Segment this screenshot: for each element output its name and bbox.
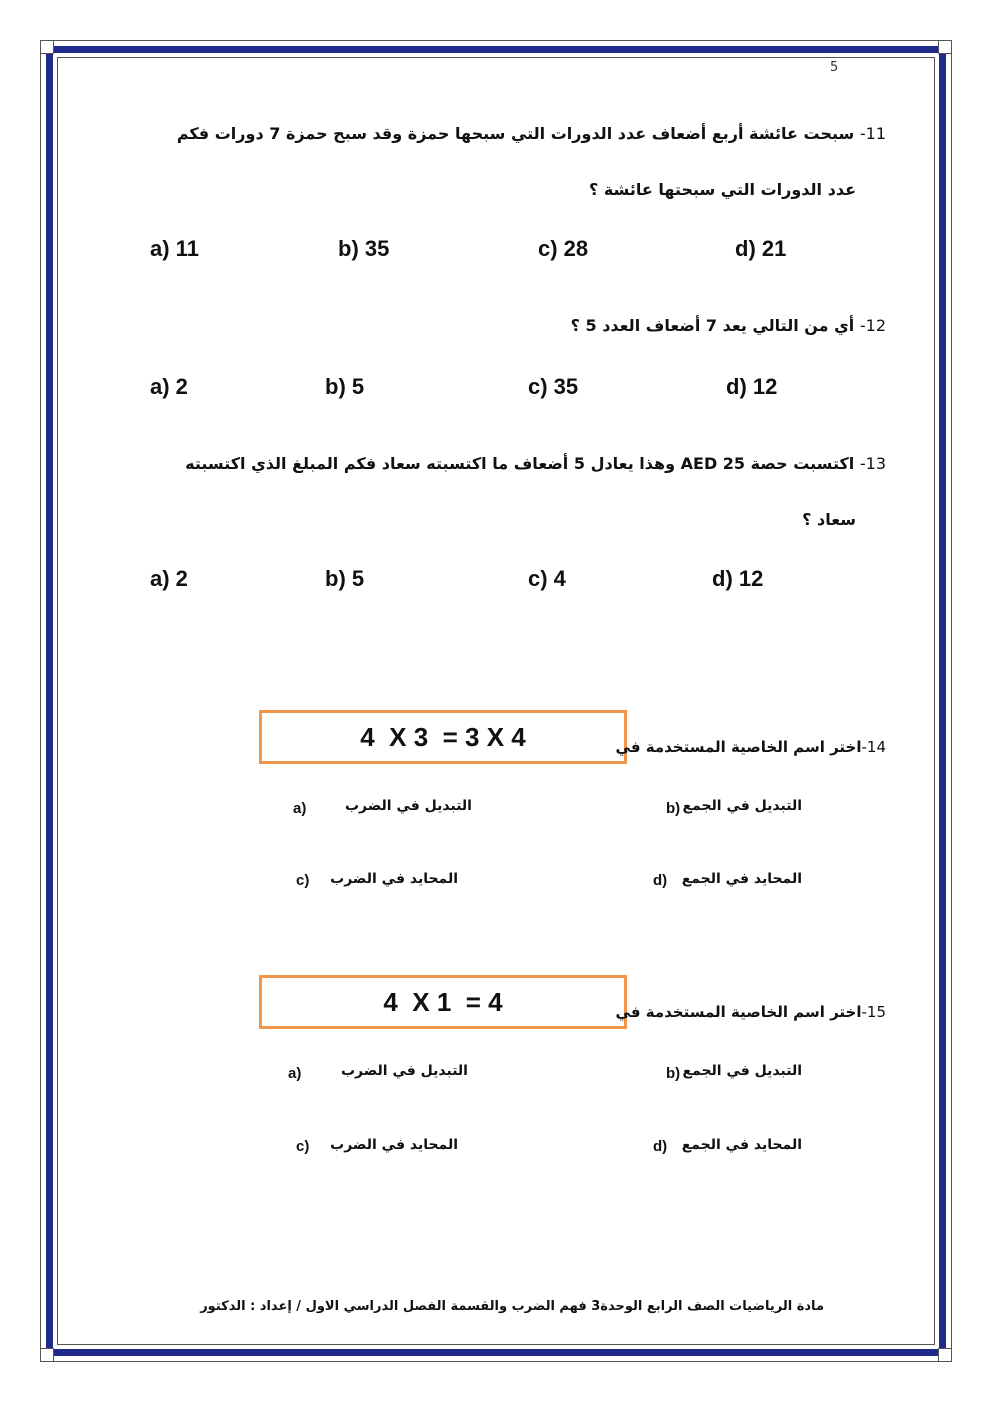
question-11-line1: 11- سبحت عائشة أربع أضعاف عدد الدورات التي سبحها حمزة وقد سبح حمزة 7 دورات فكم — [176, 124, 886, 143]
q15-choice-d-text[interactable]: المحايد في الجمع — [681, 1137, 802, 1153]
q15-choice-c-text[interactable]: المحايد في الضرب — [330, 1137, 458, 1153]
q11-option-d[interactable]: d) 21 — [735, 236, 787, 261]
q15-choice-c-letter[interactable]: c) — [296, 1138, 310, 1155]
question-13-line2: سعاد ؟ — [802, 510, 856, 529]
q15-choice-b-letter[interactable]: b) — [666, 1065, 681, 1082]
frame-corner-bottom-left — [40, 1348, 54, 1362]
question-13-number: 13- — [859, 454, 886, 473]
q14-choice-b-text[interactable]: التبديل في الجمع — [682, 798, 802, 814]
q14-choice-a-letter[interactable]: a) — [293, 800, 307, 817]
question-12-number: 12- — [859, 316, 886, 335]
question-12-line1: 12- أي من التالي يعد 7 أضعاف العدد 5 ؟ — [570, 316, 886, 335]
q14-choice-a-text[interactable]: التبديل في الضرب — [344, 798, 472, 814]
q14-choice-c-text[interactable]: المحايد في الضرب — [330, 871, 458, 887]
q14-choice-d-text[interactable]: المحايد في الجمع — [681, 871, 802, 887]
q11-option-b[interactable]: b) 35 — [338, 236, 390, 261]
q11-option-a[interactable]: a) 11 — [150, 236, 199, 261]
q15-choice-b-text[interactable]: التبديل في الجمع — [682, 1063, 802, 1079]
q15-choice-a-letter[interactable]: a) — [288, 1065, 302, 1082]
question-15-prompt: 15-اختر اسم الخاصية المستخدمة في — [615, 1003, 886, 1021]
question-11-line2: عدد الدورات التي سبحتها عائشة ؟ — [588, 180, 856, 199]
q15-choice-d-letter[interactable]: d) — [653, 1138, 668, 1155]
page-number: 5 — [830, 60, 839, 75]
q14-equation-box: 4 X 3 = 3 X 4 — [259, 710, 627, 764]
frame-corner-top-right — [938, 40, 952, 54]
q14-choice-c-letter[interactable]: c) — [296, 872, 310, 889]
question-15-number: 15- — [861, 1003, 886, 1021]
q15-choice-a-text[interactable]: التبديل في الضرب — [340, 1063, 468, 1079]
question-13-line1: 13- اكتسبت حصة 25 AED وهذا يعادل 5 أضعاف ما اكتسبته سعاد فكم المبلغ الذي اكتسبته — [185, 454, 886, 473]
q12-option-c[interactable]: c) 35 — [528, 374, 579, 399]
q14-choice-d-letter[interactable]: d) — [653, 872, 668, 889]
question-14-number: 14- — [861, 738, 886, 756]
question-14-prompt: 14-اختر اسم الخاصية المستخدمة في — [615, 738, 886, 756]
q11-option-c[interactable]: c) 28 — [538, 236, 589, 261]
q13-option-b[interactable]: b) 5 — [325, 566, 365, 591]
q15-equation-box: 4 X 1 = 4 — [259, 975, 627, 1029]
q13-option-a[interactable]: a) 2 — [150, 566, 188, 591]
q13-option-d[interactable]: d) 12 — [712, 566, 764, 591]
page-footer: مادة الرياضيات الصف الرابع الوحدة3 فهم الضرب والقسمة الفصل الدراسي الاول / إعداد : الدكتور — [200, 1299, 824, 1314]
q12-option-b[interactable]: b) 5 — [325, 374, 365, 399]
frame-corner-bottom-right — [938, 1348, 952, 1362]
question-11-number: 11- — [859, 124, 886, 143]
frame-corner-top-left — [40, 40, 54, 54]
q12-option-d[interactable]: d) 12 — [726, 374, 778, 399]
q12-option-a[interactable]: a) 2 — [150, 374, 188, 399]
q13-option-c[interactable]: c) 4 — [528, 566, 566, 591]
q14-choice-b-letter[interactable]: b) — [666, 800, 681, 817]
